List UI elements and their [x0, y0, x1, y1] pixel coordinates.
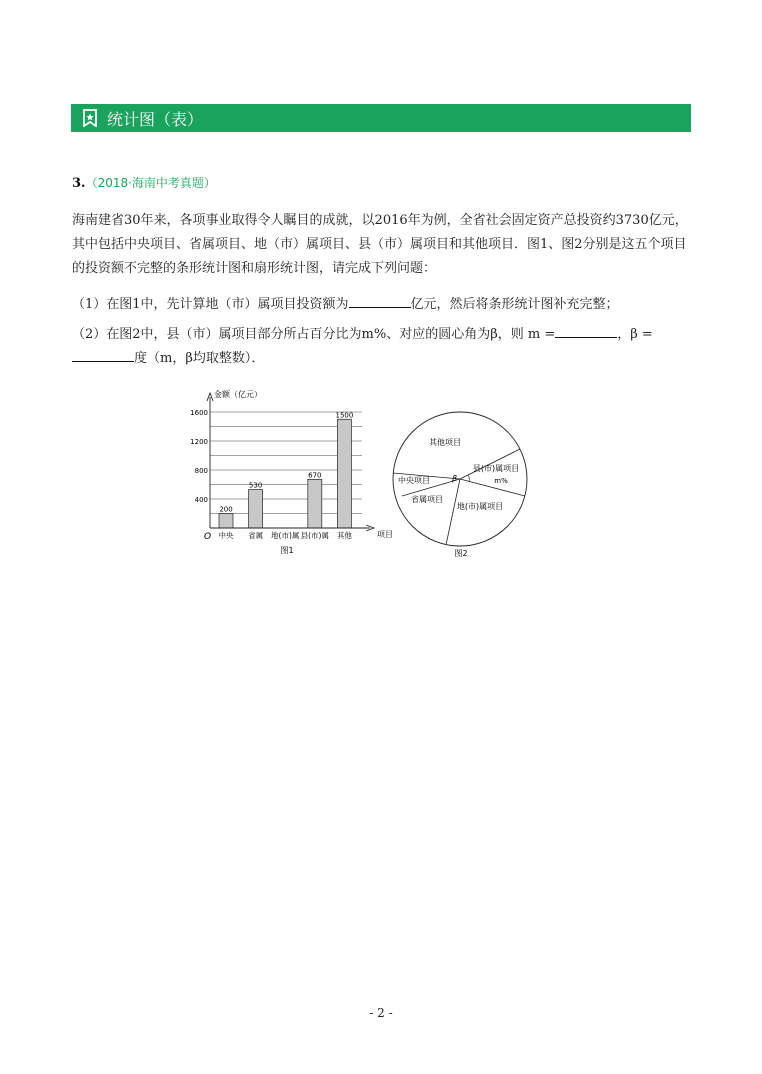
- bar-caption: 图1: [280, 546, 294, 555]
- bar: [308, 479, 322, 528]
- section-banner: [71, 104, 691, 132]
- pie-slice-sublabel: m%: [494, 477, 508, 485]
- page-number: - 2 -: [369, 1006, 393, 1020]
- pie-slice-label: 中央项目: [398, 476, 430, 485]
- question-intro: [72, 209, 692, 281]
- pie-divider: [460, 479, 525, 496]
- y-tick-label: 800: [194, 467, 208, 475]
- y-tick-label: 400: [194, 496, 208, 504]
- pie-slice-label: 省属项目: [411, 495, 443, 504]
- figures: [190, 385, 530, 565]
- pie-slice-label: 地(市)属项目: [456, 502, 504, 511]
- answer-blank[interactable]: [72, 349, 134, 362]
- bar: [219, 514, 233, 529]
- bar-value-label: 670: [308, 471, 322, 480]
- angle-label: β: [452, 474, 458, 483]
- bar-value-label: 200: [219, 505, 233, 514]
- section-title: 统计图（表）: [107, 109, 204, 129]
- bar: [249, 490, 263, 528]
- bar-chart-grid: [190, 409, 362, 514]
- pie-caption: 图2: [454, 549, 468, 558]
- part1-text-after: 亿元，然后将条形统计图补充完整；: [410, 297, 619, 312]
- origin-label: O: [204, 532, 212, 542]
- pie-divider: [446, 479, 460, 545]
- question-source: （2018·海南中考真题）: [85, 176, 216, 190]
- part1-text-before: （1）在图1中，先计算地（市）属项目投资额为: [72, 297, 349, 312]
- answer-blank[interactable]: [555, 325, 617, 338]
- question-part2: [72, 323, 692, 371]
- x-tick-label: 中央: [218, 531, 234, 540]
- intro-line: 的投资额不完整的条形统计图和扇形统计图，请完成下列问题：: [72, 261, 437, 276]
- bar-value-label: 1500: [335, 411, 354, 420]
- bar: [337, 419, 351, 528]
- y-tick-label: 1600: [190, 409, 208, 417]
- pie-slice-label: 县(市)属项目: [472, 464, 520, 473]
- y-tick-label: 1200: [190, 438, 208, 446]
- bookmark-star-icon: [81, 109, 99, 127]
- pie-slice-label: 其他项目: [429, 438, 461, 447]
- intro-line: 其中包括中央项目、省属项目、地（市）属项目、县（市）属项目和其他项目．图1、图2分别是这五个项目: [72, 237, 687, 252]
- bar-chart: [190, 389, 393, 555]
- x-tick-label: 省属: [248, 531, 264, 540]
- part2-text-after: 度（m，β均取整数）．: [134, 351, 265, 366]
- x-tick-label: 县(市)属: [300, 531, 329, 540]
- x-tick-label: 其他: [336, 531, 352, 540]
- bar-xlabel: 项目: [377, 530, 393, 539]
- question-part1: [72, 293, 692, 317]
- bar-ylabel: 金额（亿元）: [214, 390, 262, 399]
- intro-line: 海南建省30年来，各项事业取得令人瞩目的成就，以2016年为例，全省社会固定资产总投资约3730亿元，: [72, 213, 688, 228]
- part2-text-mid: ，β =: [617, 327, 653, 342]
- part2-text-before: （2）在图2中，县（市）属项目部分所占百分比为m%、对应的圆心角为β，则 m =: [72, 327, 556, 342]
- question-header: [72, 174, 216, 191]
- pie-chart: [393, 412, 527, 558]
- question-number: 3.: [72, 176, 86, 191]
- bar-value-label: 530: [248, 481, 263, 490]
- x-tick-label: 地(市)属: [271, 531, 300, 540]
- answer-blank[interactable]: [349, 295, 411, 308]
- bar-chart-bars: [219, 411, 354, 540]
